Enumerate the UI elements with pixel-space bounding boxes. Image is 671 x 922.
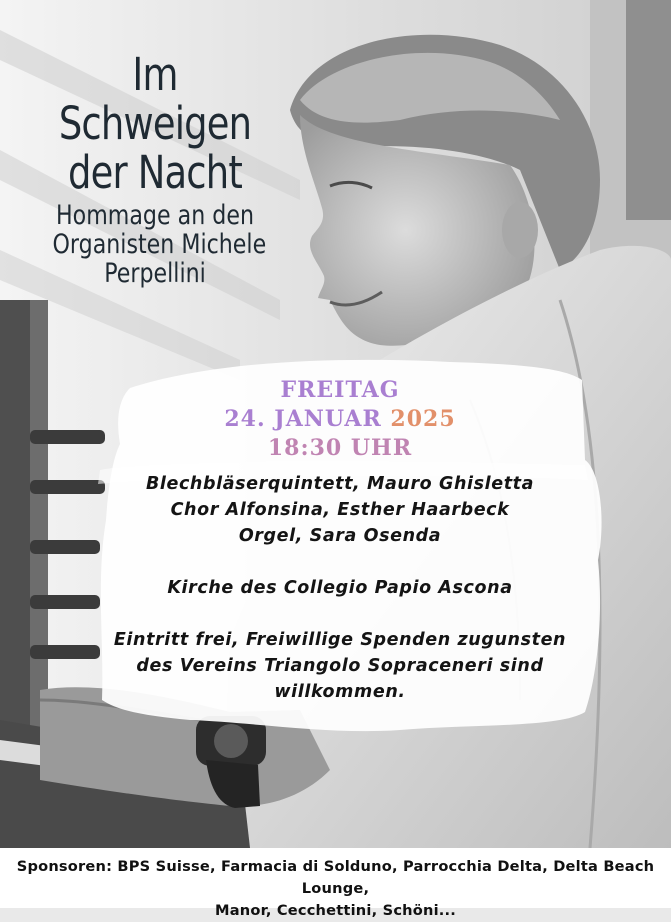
event-subtitle <box>52 200 267 290</box>
date: 24. JANUAR 2025 <box>224 406 456 432</box>
performer-line: Orgel, Sara Osenda <box>238 526 442 546</box>
title-line: der Nacht <box>67 146 242 199</box>
entry-info <box>110 627 570 705</box>
weekday: FREITAG <box>280 377 400 403</box>
subtitle-line: Organisten Michele <box>52 229 267 261</box>
entry-line: des Vereins Triangolo Sopraceneri sind <box>136 656 544 676</box>
sponsors-line: Manor, Cecchettini, Schöni... <box>214 902 457 919</box>
time: 18:30 UHR <box>267 435 413 461</box>
entry-line: Eintritt frei, Freiwillige Spenden zugunsten <box>113 630 567 650</box>
sponsors-footer <box>0 848 671 919</box>
event-date <box>150 376 530 463</box>
event-title <box>53 48 258 199</box>
entry-line: willkommen. <box>274 682 406 702</box>
performers-list <box>110 471 570 549</box>
event-title-block <box>30 48 280 290</box>
performer-line: Blechbläserquintett, Mauro Ghisletta <box>145 474 535 494</box>
title-line: Im <box>132 48 178 101</box>
subtitle-line: Perpellini <box>104 258 206 290</box>
title-line: Schweigen <box>58 97 252 150</box>
sponsors-line: Sponsoren: BPS Suisse, Farmacia di Solduno, Parrocchia Delta, Delta Beach Lounge, <box>16 858 655 897</box>
performer-line: Chor Alfonsina, Esther Haarbeck <box>170 500 510 520</box>
venue: Kirche des Collegio Papio Ascona <box>167 578 513 598</box>
subtitle-line: Hommage an den <box>56 200 254 231</box>
